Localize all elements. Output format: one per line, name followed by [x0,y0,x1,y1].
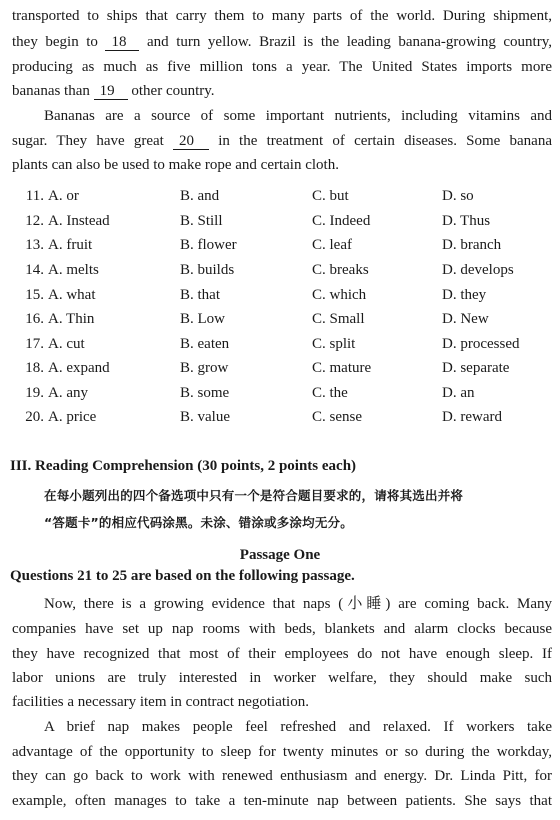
question-number: 16. [25,311,44,327]
question-number: 13. [25,237,44,253]
passage-line: transported to ships that carry them to many parts of the world. During shipment, [12,8,552,24]
question-number: 11. [25,188,44,204]
option-b: B. grow [180,360,229,376]
option-c: C. breaks [312,262,369,278]
passage-line: advantage of the opportunity to sleep for twenty minutes or so during the workday, [12,744,552,760]
option-a: A. fruit [48,237,93,253]
option-d: D. they [442,287,487,303]
passage-line: Now, there is a growing evidence that naps (小睡) are coming back. Many [44,596,552,612]
option-a: A. price [48,409,97,425]
question-number: 14. [25,262,44,278]
option-a: A. Thin [48,311,95,327]
option-a: A. Instead [48,213,110,229]
option-d: D. an [442,385,475,401]
passage-title: Passage One [239,547,321,563]
passage-line: they have recognized that most of their employees do not have enough sleep. If [12,646,552,662]
question-number: 17. [25,336,44,352]
passage-line [12,30,552,54]
option-d: D. processed [442,336,520,352]
question-number: 18. [25,360,44,376]
option-b: B. and [180,188,220,204]
option-a: A. or [48,188,79,204]
line-text: sugar. They have great [12,133,164,149]
option-c: C. the [312,385,348,401]
option-b: B. eaten [180,336,230,352]
option-row-14 [0,258,560,282]
line-text: and turn yellow. Brazil is the leading banana-growing country, [147,34,552,50]
passage-line: they can go back to work with renewed enthusiasm and energy. Dr. Linda Pitt, for [12,768,552,784]
option-row-15 [0,283,560,307]
option-b: B. that [180,287,220,303]
option-d: D. Thus [442,213,491,229]
questions-note: Questions 21 to 25 are based on the following passage. [10,568,355,584]
option-row-13 [0,233,560,257]
option-c: C. sense [312,409,362,425]
passage-line: plants can also be used to make rope and certain cloth. [12,157,339,173]
option-c: C. mature [312,360,372,376]
option-c: C. but [312,188,349,204]
option-row-11 [0,184,560,208]
option-c: C. Indeed [312,213,371,229]
blank-18: 18 [105,34,139,51]
option-b: B. builds [180,262,235,278]
blank-20: 20 [173,133,209,150]
option-row-16 [0,307,560,331]
option-d: D. reward [442,409,502,425]
passage-line: A brief nap makes people feel refreshed and relaxed. If workers take [44,719,552,735]
option-d: D. branch [442,237,502,253]
option-c: C. which [312,287,367,303]
option-row-12 [0,209,560,233]
line-text: they begin to [12,34,98,50]
question-number: 19. [25,385,44,401]
instruction-line: 在每小题列出的四个备选项中只有一个是符合题目要求的，请将其选出并将 [44,488,464,503]
option-c: C. leaf [312,237,352,253]
option-c: C. Small [312,311,365,327]
option-a: A. any [48,385,88,401]
option-d: D. New [442,311,489,327]
option-b: B. Low [180,311,225,327]
option-a: A. cut [48,336,85,352]
option-d: D. separate [442,360,510,376]
option-d: D. so [442,188,474,204]
line-text: bananas than [12,83,90,99]
passage-line [12,129,552,153]
question-number: 20. [25,409,44,425]
option-b: B. value [180,409,230,425]
section-title: III. Reading Comprehension (30 points, 2 points each) [10,458,357,474]
option-row-19 [0,381,560,405]
passage-line [12,79,552,103]
blank-19: 19 [94,83,128,100]
passage-line: example, often manages to take a ten-minute nap between patients. She says that [12,793,552,809]
option-d: D. develops [442,262,514,278]
line-text: other country. [131,83,215,99]
option-row-18 [0,356,560,380]
option-row-17 [0,332,560,356]
option-a: A. melts [48,262,99,278]
instruction-line: “答题卡”的相应代码涂黑。未涂、错涂或多涂均无分。 [44,515,353,530]
line-text: in the treatment of certain diseases. Some banana [218,133,552,149]
option-a: A. expand [48,360,110,376]
option-b: B. Still [180,213,223,229]
question-number: 15. [25,287,44,303]
option-b: B. flower [180,237,237,253]
passage-line: facilities a necessary item in contract negotiation. [12,694,309,710]
option-row-20 [0,405,560,429]
passage-line: producing as much as five million tons a year. The United States imports more [12,59,552,75]
passage-line: labor unions are truly interested in worker welfare, they should make such [12,670,552,686]
option-b: B. some [180,385,230,401]
question-number: 12. [25,213,44,229]
option-c: C. split [312,336,356,352]
option-a: A. what [48,287,96,303]
passage-line: Bananas are a source of some important nutrients, including vitamins and [44,108,552,124]
passage-line: companies have set up nap rooms with beds, blankets and alarm clocks because [12,621,552,637]
